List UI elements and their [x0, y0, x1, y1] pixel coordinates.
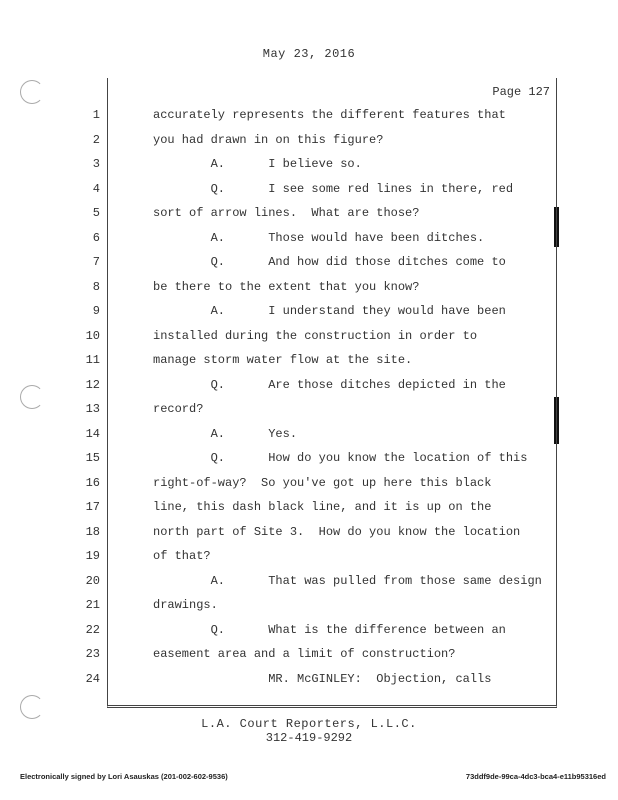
- line-text: you had drawn in on this figure?: [153, 132, 384, 147]
- esign-right: 73ddf9de-99ca-4dc3-bca4-e11b95316ed: [465, 772, 606, 781]
- line-text: installed during the construction in order to: [153, 328, 478, 343]
- line-number: 15: [85, 451, 100, 465]
- line-text: MR. McGINLEY: Objection, calls: [153, 671, 492, 686]
- page-number: Page 127: [492, 85, 550, 99]
- line-number: 12: [85, 377, 100, 392]
- line-number: 13: [85, 402, 100, 416]
- line-number: 19: [85, 549, 100, 563]
- page-date-header: May 23, 2016: [262, 47, 356, 61]
- line-text: A. I understand they would have been: [153, 304, 506, 318]
- line-text: sort of arrow lines. What are those?: [153, 206, 420, 220]
- punch-hole-top: [20, 80, 44, 104]
- line-number: 16: [85, 475, 100, 490]
- line-number: 4: [92, 181, 100, 196]
- transcript-box: [85, 78, 557, 708]
- line-number: 5: [92, 206, 100, 220]
- line-text: A. Yes.: [153, 426, 298, 441]
- line-text: be there to the extent that you know?: [153, 279, 420, 294]
- line-text: line, this dash black line, and it is up on the: [153, 500, 492, 514]
- line-text: Q. How do you know the location of this: [153, 451, 528, 465]
- line-text: manage storm water flow at the site.: [153, 353, 413, 367]
- line-number: 20: [85, 573, 100, 588]
- line-text: Q. I see some red lines in there, red: [153, 181, 514, 196]
- line-number: 17: [85, 500, 100, 514]
- line-number: 14: [85, 426, 100, 441]
- footer-phone: 312-419-9292: [265, 731, 353, 745]
- line-text: of that?: [153, 549, 211, 563]
- line-text: Q. What is the difference between an: [153, 622, 506, 637]
- line-number: 11: [85, 353, 100, 367]
- esign-left: Electronically signed by Lori Asauskas (201-002-602-9536): [20, 772, 228, 781]
- line-number: 21: [85, 598, 100, 612]
- line-number: 9: [92, 304, 100, 318]
- line-text: Q. Are those ditches depicted in the: [153, 377, 506, 392]
- line-number: 18: [85, 524, 100, 539]
- line-number: 8: [92, 279, 100, 294]
- line-number: 22: [85, 622, 100, 637]
- line-number: 6: [92, 230, 100, 245]
- line-number: 23: [85, 647, 100, 661]
- line-text: Q. And how did those ditches come to: [153, 255, 506, 269]
- line-text: easement area and a limit of construction?: [153, 647, 456, 661]
- line-text: right-of-way? So you've got up here this black: [153, 475, 492, 490]
- line-text: record?: [153, 402, 204, 416]
- line-text: A. That was pulled from those same design: [153, 573, 542, 588]
- line-text: A. Those would have been ditches.: [153, 230, 485, 245]
- line-text: drawings.: [153, 598, 218, 612]
- line-text: accurately represents the different features that: [153, 108, 506, 122]
- line-number: 7: [92, 255, 100, 269]
- line-number: 2: [92, 132, 100, 147]
- line-text: north part of Site 3. How do you know the location: [153, 524, 521, 539]
- line-text: A. I believe so.: [153, 157, 362, 171]
- line-number: 10: [85, 328, 100, 343]
- punch-hole-bottom: [20, 695, 44, 719]
- line-number: 3: [92, 157, 100, 171]
- line-number: 1: [92, 108, 100, 122]
- footer-company: L.A. Court Reporters, L.L.C.: [201, 717, 417, 731]
- line-number: 24: [85, 671, 100, 686]
